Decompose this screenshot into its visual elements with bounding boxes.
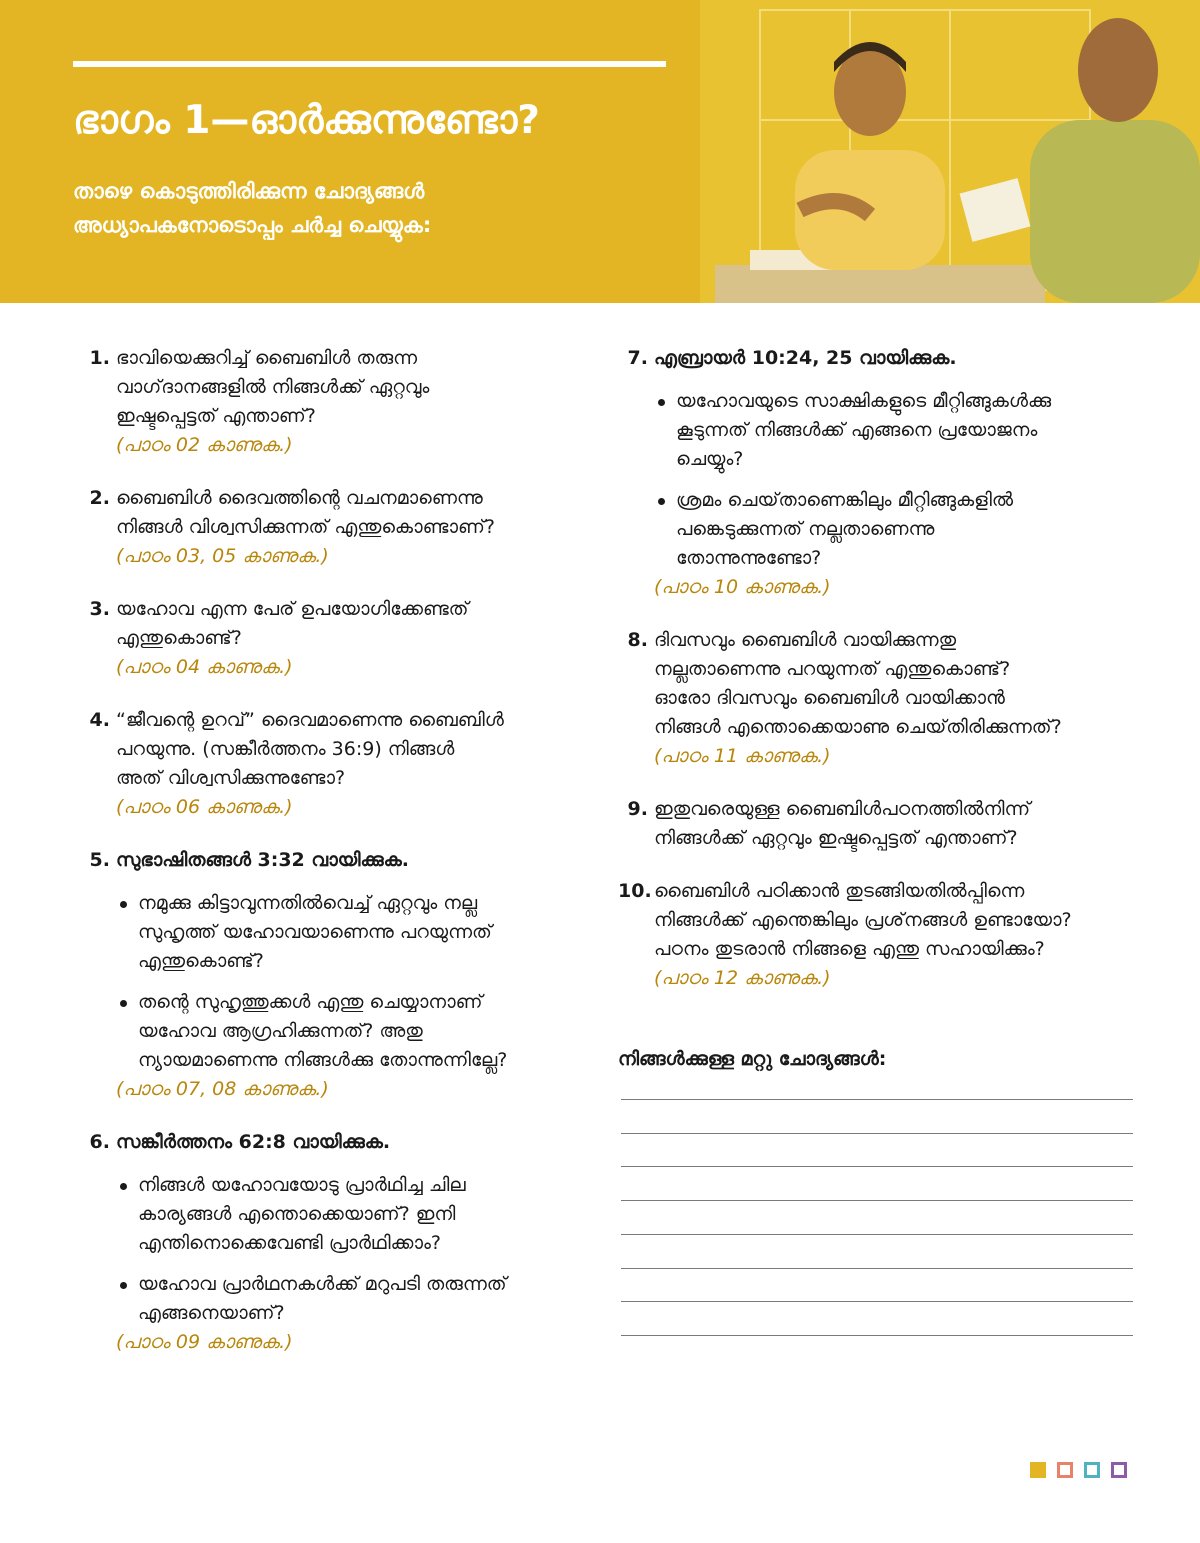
subtitle-line: അധ്യാപകനോടൊപ്പം ചർച്ച ചെയ്യുക: <box>73 213 432 237</box>
question-line: പഠനം തുടരാൻ നിങ്ങളെ എന്തു സഹായിക്കും? <box>654 938 1045 960</box>
bullet-line: യഹോവയുടെ സാക്ഷികളുടെ മീറ്റിങ്ങുകൾക്കു <box>676 390 1052 412</box>
lesson-reference[interactable]: (പാഠം 12 കാണുക.) <box>654 967 831 989</box>
question-item <box>80 595 575 682</box>
notes-writing-line[interactable] <box>621 1234 1133 1235</box>
questions-column-left <box>80 344 575 1357</box>
bullet-line: യഹോവ ആഗ്രഹിക്കുന്നത്? അതു <box>138 1020 423 1042</box>
question-item <box>80 846 575 1104</box>
lesson-reference[interactable]: (പാഠം 10 കാണുക.) <box>654 576 831 598</box>
question-item <box>80 706 575 822</box>
question-number: 2. <box>89 487 110 509</box>
lesson-reference[interactable]: (പാഠം 07, 08 കാണുക.) <box>116 1078 329 1100</box>
question-line: ഇഷ്ടപ്പെട്ടത് എന്താണ്? <box>116 405 316 427</box>
bullet-line: നിങ്ങൾ യഹോവയോടു പ്രാർഥിച്ച ചില <box>138 1174 466 1196</box>
square-icon-coral <box>1057 1462 1073 1478</box>
bullet-item <box>116 889 575 976</box>
question-item <box>80 1128 575 1357</box>
bullet-line: എന്തുകൊണ്ട്? <box>138 950 264 972</box>
bullet-line: ശ്രമം ചെയ്‌താണെങ്കിലും മീറ്റിങ്ങുകളിൽ <box>676 489 1014 511</box>
bullet-dot <box>120 1183 127 1190</box>
bullet-line: സുഹൃത്ത് യഹോവയാണെന്നു പറയുന്നത് <box>138 921 492 943</box>
bullet-item <box>654 486 1158 573</box>
bullet-list <box>654 387 1158 573</box>
bullet-item <box>116 1171 575 1258</box>
bullet-item <box>116 988 575 1075</box>
lesson-reference[interactable]: (പാഠം 04 കാണുക.) <box>116 656 293 678</box>
bullet-line: യഹോവ പ്രാർഥനകൾക്ക് മറുപടി തരുന്നത് <box>138 1273 507 1295</box>
question-number: 9. <box>627 798 648 820</box>
question-line: നല്ലതാണെന്നു പറയുന്നത് എന്തുകൊണ്ട്? <box>654 658 1011 680</box>
bullet-line: ചെയ്യും? <box>676 448 744 470</box>
notes-writing-line[interactable] <box>621 1099 1133 1100</box>
question-number: 10. <box>618 880 652 902</box>
illustration-two-men-studying <box>700 0 1200 303</box>
table-graphic <box>715 265 1045 303</box>
question-number: 7. <box>627 347 648 369</box>
page-subtitle <box>73 174 431 242</box>
bullet-line: പങ്കെടുക്കുന്നത് നല്ലതാണെന്നു <box>676 518 935 540</box>
question-line: യഹോവ എന്ന പേര് ഉപയോഗിക്കേണ്ടത് <box>116 598 469 620</box>
bullet-dot <box>120 901 127 908</box>
bullet-dot <box>658 498 665 505</box>
question-line: നിങ്ങൾക്ക് ഏറ്റവും ഇഷ്ടപ്പെട്ടത് എന്താണ്? <box>654 827 1018 849</box>
question-number: 3. <box>89 598 110 620</box>
notes-writing-line[interactable] <box>621 1335 1133 1336</box>
lesson-reference[interactable]: (പാഠം 02 കാണുക.) <box>116 434 293 456</box>
notes-heading: നിങ്ങൾക്കുള്ള മറ്റു ചോദ്യങ്ങൾ: <box>618 1048 887 1070</box>
question-number: 8. <box>627 629 648 651</box>
lesson-reference[interactable]: (പാഠം 09 കാണുക.) <box>116 1331 293 1353</box>
question-line: ബൈബിൾ ദൈവത്തിന്റെ വചനമാണെന്നു <box>116 487 483 509</box>
lesson-reference[interactable]: (പാഠം 11 കാണുക.) <box>654 745 831 767</box>
question-item <box>618 626 1158 771</box>
question-number: 4. <box>89 709 110 731</box>
bullet-line: കൂടുന്നത് നിങ്ങൾക്ക് എങ്ങനെ പ്രയോജനം <box>676 419 1038 441</box>
question-line: ഇതുവരെയുള്ള ബൈബിൾപഠനത്തിൽനിന്ന് <box>654 798 1031 820</box>
bullet-line: കാര്യങ്ങൾ എന്തൊക്കെയാണ്? ഇനി <box>138 1203 456 1225</box>
bullet-line: ന്യായമാണെന്നു നിങ്ങൾക്കു തോന്നുന്നില്ലേ? <box>138 1049 508 1071</box>
notes-writing-line[interactable] <box>621 1301 1133 1302</box>
bullet-list <box>116 1171 575 1328</box>
notes-writing-line[interactable] <box>621 1133 1133 1134</box>
questions-column-right <box>618 344 1158 993</box>
bullet-line: നമുക്കു കിട്ടാവുന്നതിൽവെച്ച് ഏറ്റവും നല്ല <box>138 892 478 914</box>
question-number: 6. <box>89 1131 110 1153</box>
banner-rule <box>73 61 666 67</box>
bullet-line: എന്തിനൊക്കെവേണ്ടി പ്രാർഥിക്കാം? <box>138 1232 442 1254</box>
page-title: ഭാഗം 1—ഓർക്കുന്നുണ്ടോ? <box>73 98 540 143</box>
notes-writing-line[interactable] <box>621 1268 1133 1269</box>
bullet-line: എങ്ങനെയാണ്? <box>138 1302 285 1324</box>
bullet-dot <box>120 1000 127 1007</box>
header-banner <box>0 0 1200 303</box>
question-line: അത് വിശ്വസിക്കുന്നുണ്ടോ? <box>116 767 346 789</box>
square-icon-yellow <box>1030 1462 1046 1478</box>
question-line: എന്തുകൊണ്ട്? <box>116 627 242 649</box>
question-line: നിങ്ങൾ എന്തൊക്കെയാണു ചെയ്‌തിരിക്കുന്നത്? <box>654 716 1062 738</box>
bullet-item <box>654 387 1158 474</box>
question-line: ഓരോ ദിവസവും ബൈബിൾ വായിക്കാൻ <box>654 687 1005 709</box>
square-icon-teal <box>1084 1462 1100 1478</box>
question-item <box>618 795 1158 853</box>
question-line: ഭാവിയെക്കുറിച്ച് ബൈബിൾ തരുന്ന <box>116 347 418 369</box>
bullet-line: തന്റെ സുഹൃത്തുക്കൾ എന്തു ചെയ്യാനാണ് <box>138 991 483 1013</box>
question-line: “ജീവന്റെ ഉറവ്” ദൈവമാണെന്നു ബൈബിൾ <box>116 709 504 731</box>
lesson-reference[interactable]: (പാഠം 03, 05 കാണുക.) <box>116 545 329 567</box>
question-number: 1. <box>89 347 110 369</box>
question-line: വാഗ്‌ദാനങ്ങളിൽ നിങ്ങൾക്ക് ഏറ്റവും <box>116 376 430 398</box>
bullet-item <box>116 1270 575 1328</box>
square-icon-purple <box>1111 1462 1127 1478</box>
notes-writing-line[interactable] <box>621 1200 1133 1201</box>
question-line: നിങ്ങൾ വിശ്വസിക്കുന്നത് എന്തുകൊണ്ടാണ്? <box>116 516 495 538</box>
question-line: ബൈബിൾ പഠിക്കാൻ തുടങ്ങിയതിൽപ്പിന്നെ <box>654 880 1025 902</box>
lesson-reference[interactable]: (പാഠം 06 കാണുക.) <box>116 796 293 818</box>
question-line: നിങ്ങൾക്ക് എന്തെങ്കിലും പ്രശ്‌നങ്ങൾ ഉണ്ടായോ? <box>654 909 1072 931</box>
question-item <box>618 344 1158 602</box>
bullet-list <box>116 889 575 1075</box>
question-item <box>80 344 575 460</box>
bullet-dot <box>120 1282 127 1289</box>
scripture-heading: എബ്രായർ 10:24, 25 വായിക്കുക. <box>654 347 957 369</box>
question-number: 5. <box>89 849 110 871</box>
bullet-dot <box>658 399 665 406</box>
question-item <box>80 484 575 571</box>
bullet-line: തോന്നുന്നുണ്ടോ? <box>676 547 822 569</box>
question-line: ദിവസവും ബൈബിൾ വായിക്കുന്നതു <box>654 629 957 651</box>
question-line: പറയുന്നു. (സങ്കീർത്തനം 36:9) നിങ്ങൾ <box>116 738 455 760</box>
subtitle-line: താഴെ കൊടുത്തിരിക്കുന്ന ചോദ്യങ്ങൾ <box>73 179 425 203</box>
scripture-heading: സുഭാഷിതങ്ങൾ 3:32 വായിക്കുക. <box>116 849 409 871</box>
question-item <box>618 877 1158 993</box>
notes-writing-line[interactable] <box>621 1166 1133 1167</box>
scripture-heading: സങ്കീർത്തനം 62:8 വായിക്കുക. <box>116 1131 391 1153</box>
